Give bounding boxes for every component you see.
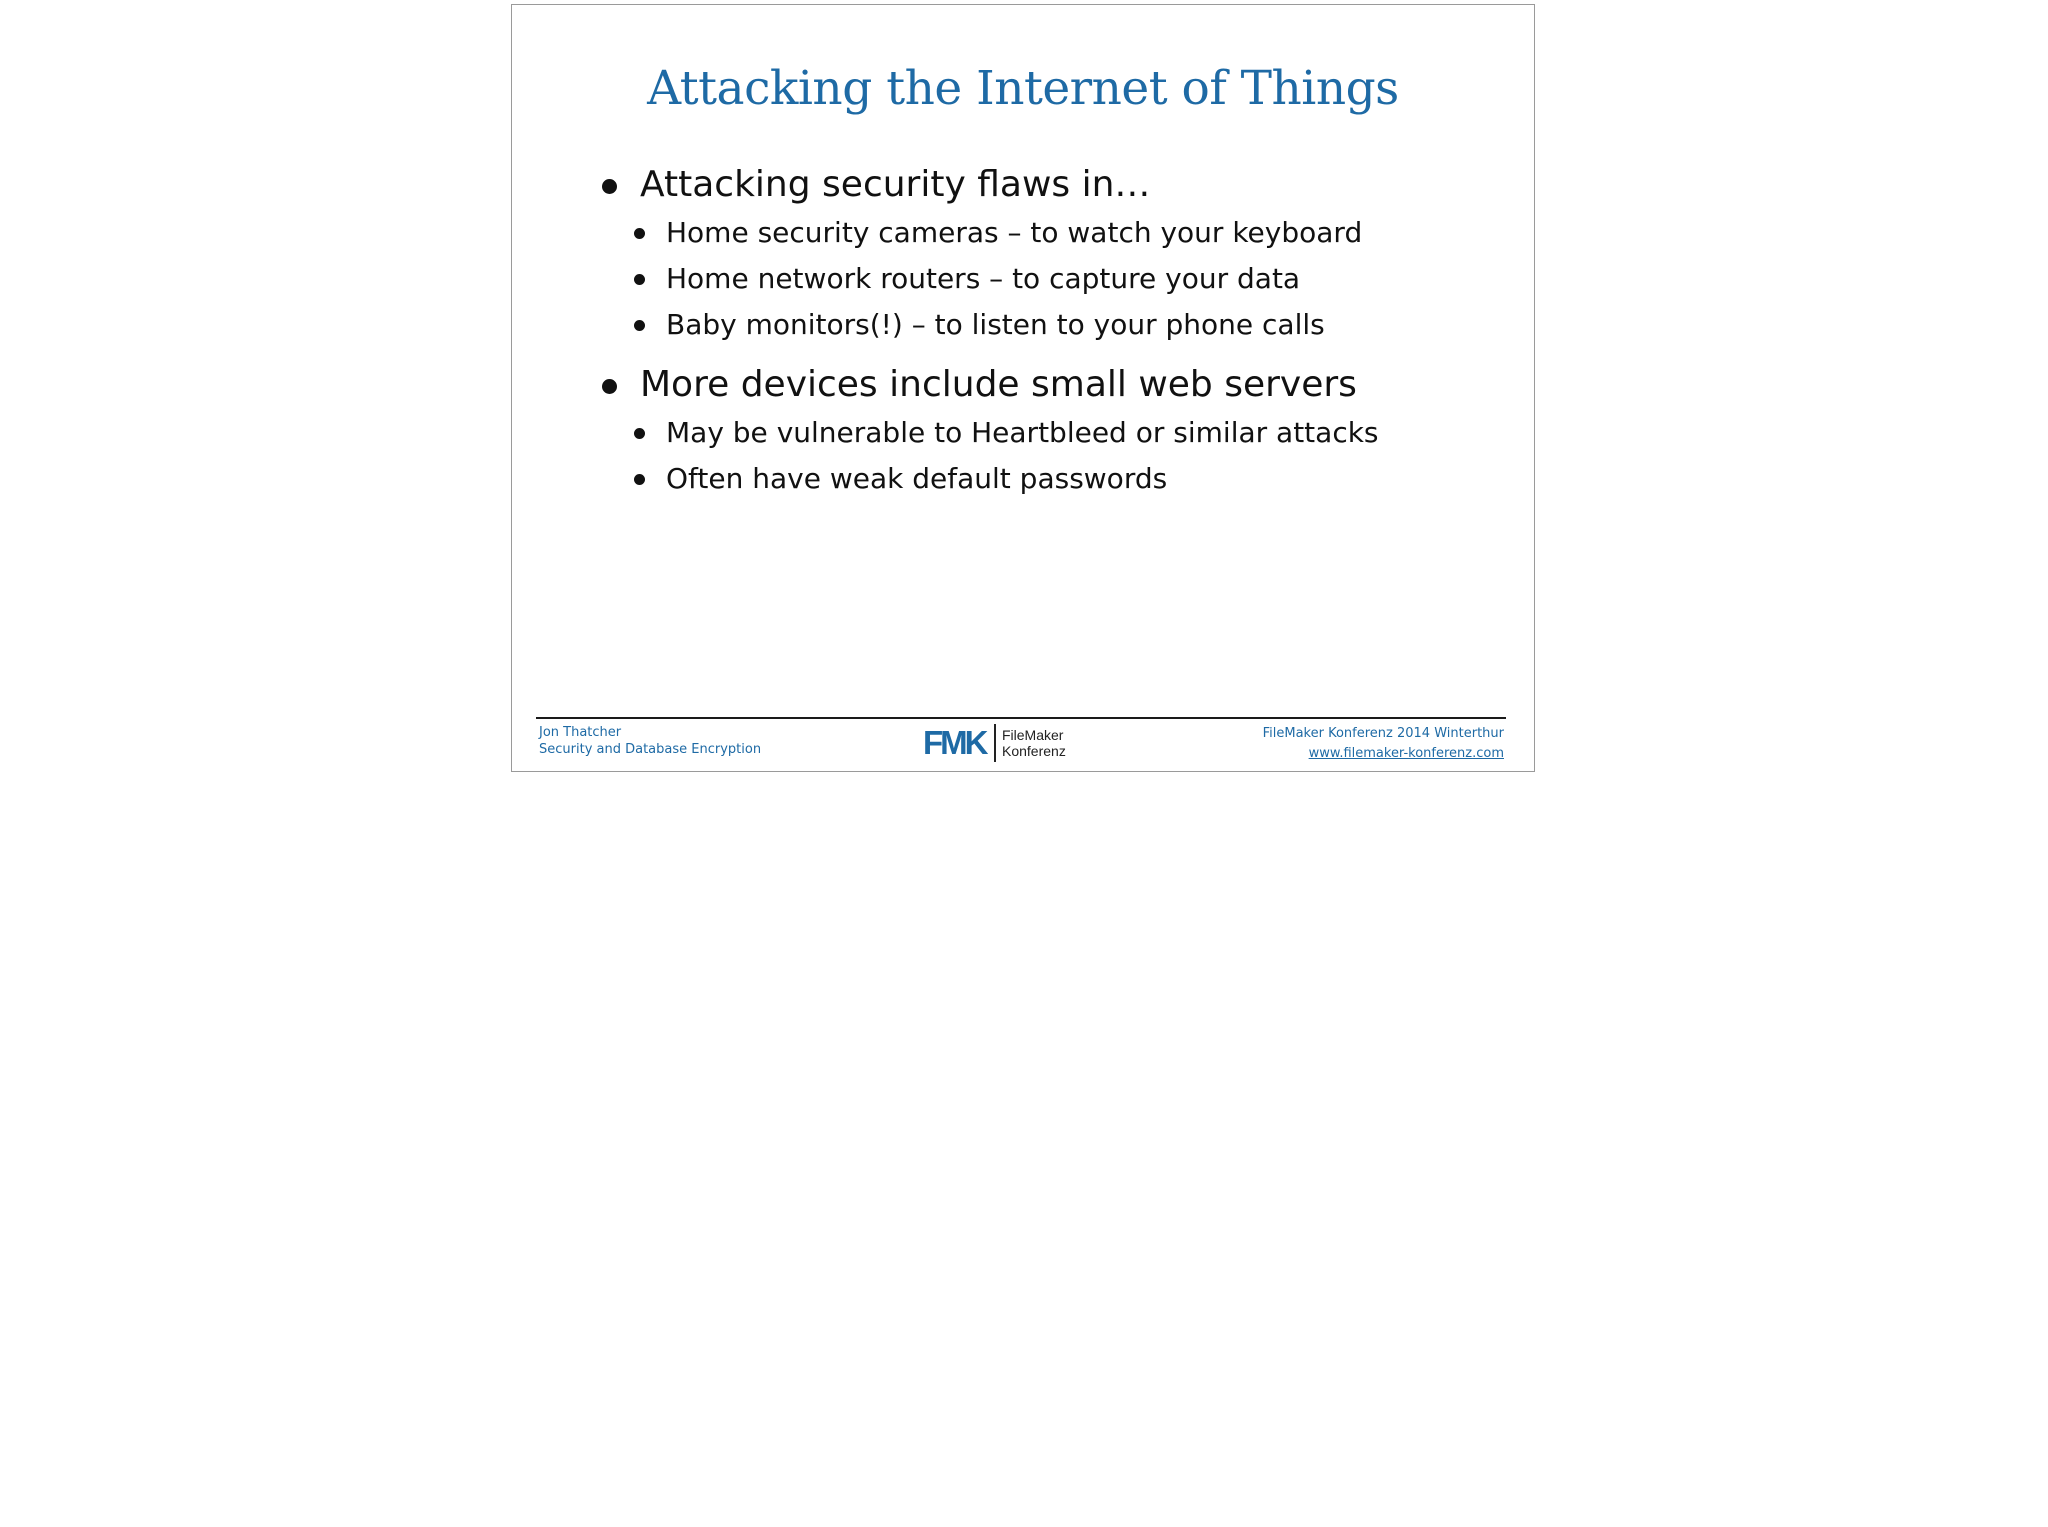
fmk-logo — [923, 722, 1073, 764]
footer-right — [1263, 724, 1504, 764]
sub-bullet-dot-icon — [634, 474, 645, 485]
sub-bullet-item — [628, 410, 1504, 456]
sub-bullet-dot-icon — [634, 228, 645, 239]
logo-text-line2: Konferenz — [1002, 743, 1066, 759]
sub-bullet-dot-icon — [634, 428, 645, 439]
logo-text-line1: FileMaker — [1002, 727, 1064, 743]
slide — [511, 4, 1535, 772]
logo-divider — [994, 724, 996, 762]
sub-bullet-list — [628, 210, 1504, 348]
footer-event: FileMaker Konferenz 2014 Winterthur — [1262, 726, 1504, 741]
bullet-list — [600, 160, 1504, 502]
logo-text — [1002, 727, 1066, 759]
sub-bullet-item — [628, 210, 1504, 256]
bullet-text: Attacking security flaws in… — [640, 164, 1151, 205]
sub-bullet-text: Home security cameras – to watch your keyboard — [666, 216, 1363, 249]
footer-author: Jon Thatcher — [539, 725, 622, 740]
bullet-item — [600, 360, 1504, 502]
bullet-dot-icon — [602, 379, 617, 394]
slide-title: Attacking the Internet of Things — [647, 61, 1399, 116]
footer-talk-title: Security and Database Encryption — [539, 742, 762, 757]
sub-bullet-item — [628, 256, 1504, 302]
sub-bullet-item — [628, 302, 1504, 348]
bullet-dot-icon — [602, 179, 617, 194]
bullet-item — [600, 160, 1504, 348]
footer-website-link[interactable]: www.filemaker-konferenz.com — [1308, 746, 1504, 761]
bullet-text: More devices include small web servers — [640, 364, 1357, 405]
sub-bullet-text: Baby monitors(!) – to listen to your phone calls — [666, 308, 1325, 341]
sub-bullet-item — [628, 456, 1504, 502]
sub-bullet-text: May be vulnerable to Heartbleed or similar attacks — [666, 416, 1379, 449]
footer-divider — [536, 717, 1506, 719]
sub-bullet-list — [628, 410, 1504, 502]
sub-bullet-text: Home network routers – to capture your data — [666, 262, 1301, 295]
sub-bullet-text: Often have weak default passwords — [666, 462, 1168, 495]
sub-bullet-dot-icon — [634, 320, 645, 331]
logo-mark: FMK — [923, 724, 986, 761]
sub-bullet-dot-icon — [634, 274, 645, 285]
footer-left — [539, 724, 761, 758]
